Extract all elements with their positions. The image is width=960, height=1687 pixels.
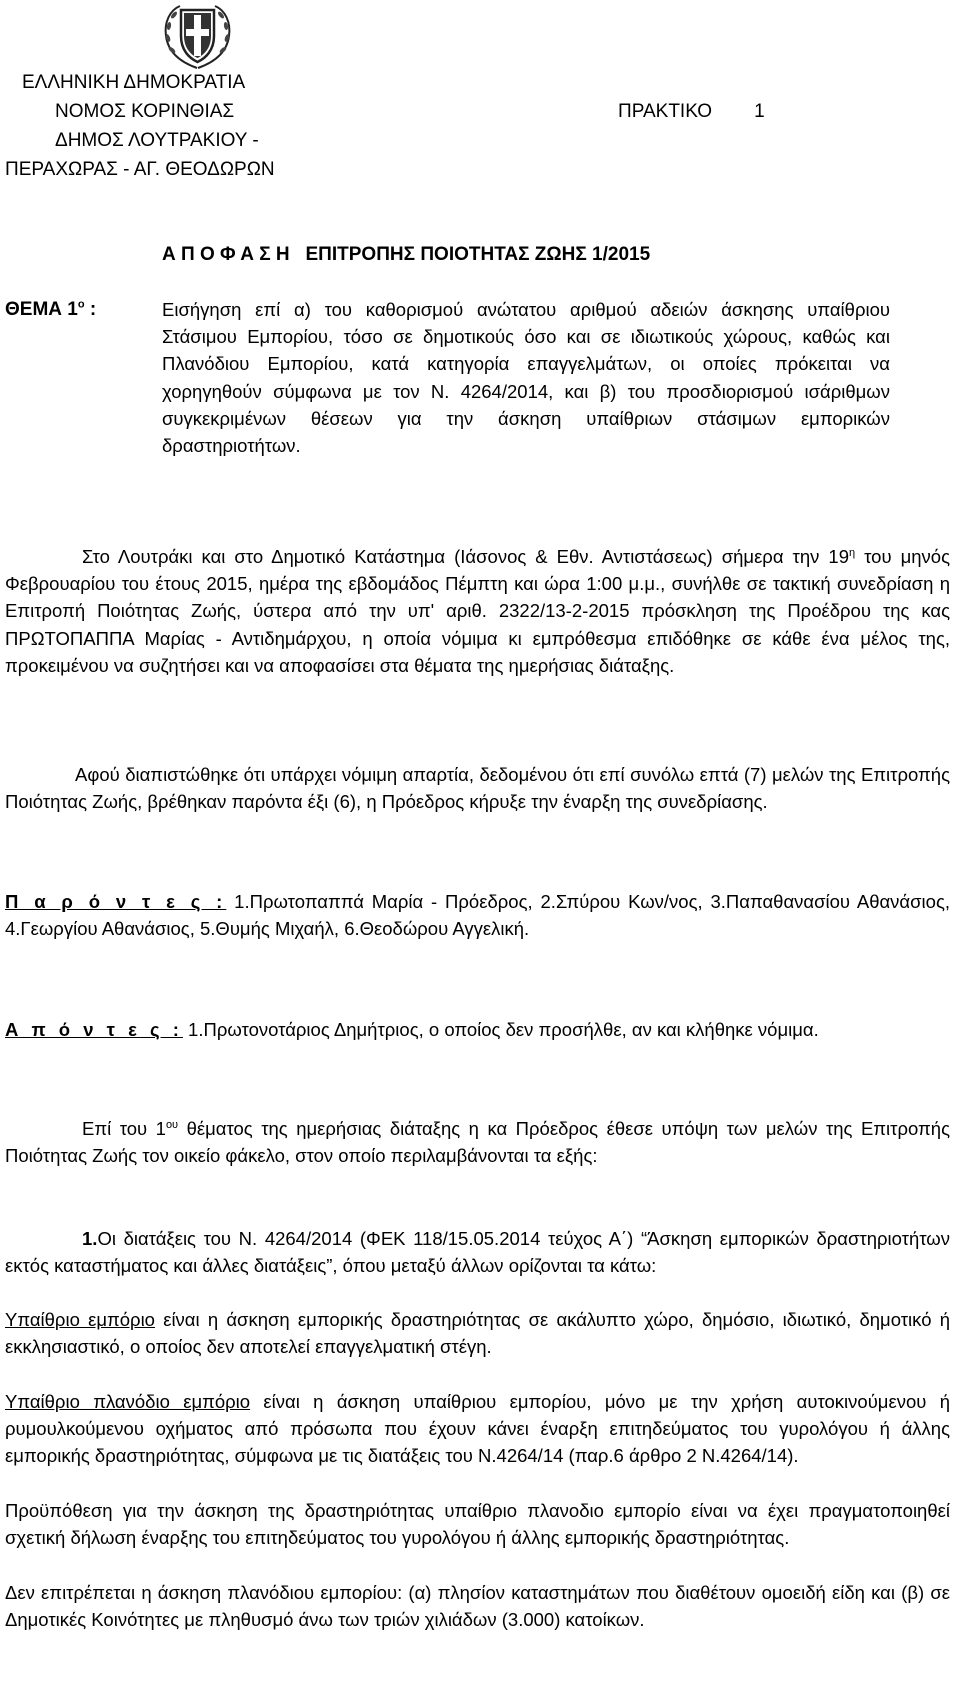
- absent-label: Α π ό ν τ ε ς :: [5, 1019, 183, 1040]
- subject-label: ΘΕΜΑ $1^o$ :: [5, 298, 97, 320]
- intro-paragraph: Στο Λουτράκι και στο Δημοτικό Κατάστημα (Ιάσονος & Εθν. Αντιστάσεως) σήμερα την $19^\eta$ του μηνός Φεβρουαρίου του έτους 2015, ημέρα της εβδομάδος Πέμπτη και ώρα 1:00 μ.μ., συνήλθε σε τακτική συνεδρίαση η Επιτροπή Ποιότητας Ζωής, ύστερα από την υπ' αριθ. 2322/13-2-2015 πρόσκληση της Προέδρου της κας ΠΡΩΤΟΠΑΠΠΑ Μαρίας - Αντιδημάρχου, η οποία νόμιμα κι εμπρόθεσμα επιδόθηκε σε κάθε ένα μέλος της, προκειμένου να συζητήσει και να αποφασίσει στα θέματα της ημερήσιας διάταξης.: [5, 546, 950, 676]
- prerequisite-paragraph: Προϋπόθεση για την άσκηση της δραστηριότητας υπαίθριο πλανοδιο εμπορίο είναι να έχει πραγματοποιηθεί σχετική δήλωση έναρξης του επιτηδεύματος του γυρολόγου ή άλλης εμπορικής δραστηριότητας.: [5, 1500, 950, 1549]
- restriction-paragraph: Δεν επιτρέπεται η άσκηση πλανόδιου εμπορίου: (α) πλησίον καταστημάτων που διαθέτουν ομοειδή είδη και (β) σε Δημοτικές Κοινότητες με πληθυσμό άνω των τριών χιλιάδων (3.000) κατοίκων.: [5, 1582, 950, 1631]
- definition-outdoor-trade: Υπαίθριο εμπόριο είναι η άσκηση εμπορικής δραστηριότητας σε ακάλυπτο χώρο, δημόσιο, ιδιωτικό, δημοτικό ή εκκλησιαστικό, ο οποίος δεν αποτελεί επαγγελματική στέγη.: [5, 1309, 950, 1358]
- law-reference: 1.Οι διατάξεις του Ν. 4264/2014 (ΦΕΚ 118/15.05.2014 τεύχος Α΄) “Άσκηση εμπορικών δραστηριοτήτων εκτός καταστήματος και άλλες διατάξεις”, όπου μεταξύ άλλων ορίζονται τα κάτω:: [5, 1228, 950, 1277]
- quorum-paragraph: Αφού διαπιστώθηκε ότι υπάρχει νόμιμη απαρτία, δεδομένου ότι επί συνόλω επτά (7) μελών της Επιτροπής Ποιότητας Ζωής, βρέθηκαν παρόντα έξι (6), η Πρόεδρος κήρυξε την έναρξη της συνεδρίασης.: [5, 764, 950, 813]
- minutes-label: ΠΡΑΚΤΙΚΟ: [618, 101, 713, 122]
- absent-members: Α π ό ν τ ε ς : 1.Πρωτονοτάριος Δημήτριος, ο οποίος δεν προσήλθε, αν και κλήθηκε νόμιμα.: [5, 1019, 819, 1040]
- present-members: Π α ρ ό ν τ ε ς : 1.Πρωτοπαππά Μαρία - Πρόεδρος, 2.Σπύρου Κων/νος, 3.Παπαθανασίου Αθανάσιος, 4.Γεωργίου Αθανάσιος, 5.Θυμής Μιχαήλ, 6.Θεοδώρου Αγγελική.: [5, 891, 950, 940]
- minutes-number: 1: [754, 101, 765, 122]
- prefecture-name: ΝΟΜΟΣ ΚΟΡΙΝΘΙΑΣ: [55, 101, 235, 122]
- item-1-paragraph: Επί του $1^{o\upsilon}$ θέματος της ημερήσιας διάταξης η κα Πρόεδρος έθεσε υπόψη των μελών της Επιτροπής Ποιότητας Ζωής τον οικείο φάκελο, στον οποίο περιλαμβάνονται τα εξής:: [5, 1118, 950, 1167]
- decision-title: Α Π Ο Φ Α Σ Η ΕΠΙΤΡΟΠΗΣ ΠΟΙΟΤΗΤΑΣ ΖΩΗΣ 1/2015: [162, 244, 651, 265]
- municipality-line-2: ΠΕΡΑΧΩΡΑΣ - ΑΓ. ΘΕΟΔΩΡΩΝ: [5, 159, 275, 180]
- country-name: ΕΛΛΗΝΙΚΗ ΔΗΜΟΚΡΑΤΙΑ: [22, 72, 246, 93]
- present-label: Π α ρ ό ν τ ε ς :: [5, 891, 227, 912]
- minutes-heading: [618, 98, 765, 125]
- municipality-line-1: ΔΗΜΟΣ ΛΟΥΤΡΑΚΙΟΥ -: [55, 130, 259, 151]
- definition-itinerant-trade: Υπαίθριο πλανόδιο εμπόριο είναι η άσκηση υπαίθριου εμπορίου, μόνο με την χρήση αυτοκινούμενου ή ρυμουλκούμενου οχήματος από πρόσωπα που έχουν κάνει έναρξη επιτηδεύματος του γυρολόγου ή άλλης εμπορικής δραστηριότητας, σύμφωνα με τις διατάξεις του Ν.4264/14 (παρ.6 άρθρο 2 Ν.4264/14).: [5, 1391, 951, 1467]
- greek-coat-of-arms-icon: [160, 2, 235, 70]
- subject-text: Εισήγηση επί α) του καθορισμού ανώτατου αριθμού αδειών άσκησης υπαίθριου Στάσιμου Εμπορίου, τόσο σε δημοτικούς όσο και σε ιδιωτικούς χώρους, καθώς και Πλανόδιου Εμπορίου, κατά κατηγορία επαγγελμάτων, οι οποίες πρόκειται να χορηγηθούν σύμφωνα με τον Ν. 4264/2014, και β) του προσδιορισμού ισάριθμων συγκεκριμένων θέσεων για την άσκηση υπαίθριων στάσιμων εμπορικών δραστηριοτήτων.: [162, 299, 890, 457]
